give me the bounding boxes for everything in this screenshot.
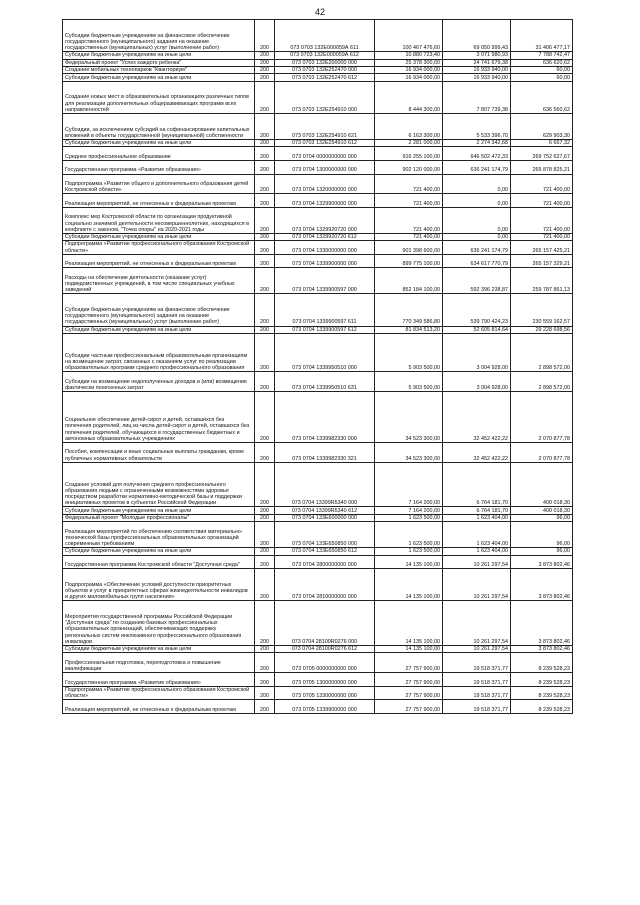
row-kbk: 073 0703 132Е000059А 611	[275, 20, 375, 52]
row-kbk: 073 0704 1329900000 000	[275, 194, 375, 208]
row-executed: 24 741 679,38	[443, 59, 511, 66]
row-name: Профессиональная подготовка, переподготовка и повышение квалификации	[63, 653, 255, 673]
row-code: 200	[255, 147, 275, 161]
table-row	[63, 147, 573, 161]
row-name: Субсидии бюджетным учреждениям на иные цели	[63, 507, 255, 514]
row-name: Комплекс мер Костромской области по организации продуктивной социально значимой деятельности несовершеннолетних, находящихся в конфликте с законом, "Точка опоры" на 2020-2021 годы	[63, 207, 255, 233]
row-executed: 0,00	[443, 233, 511, 240]
row-code: 200	[255, 392, 275, 443]
row-approved: 721 400,00	[375, 194, 443, 208]
row-executed: 636 241 174,79	[443, 241, 511, 255]
row-unexecuted: 265 878 825,21	[511, 160, 573, 174]
row-kbk: 073 0704 133E650850 000	[275, 522, 375, 548]
table-row	[63, 81, 573, 113]
table-row	[63, 555, 573, 569]
row-unexecuted: 2 898 572,00	[511, 334, 573, 372]
row-approved: 27 757 900,00	[375, 673, 443, 687]
row-approved: 901 398 600,00	[375, 241, 443, 255]
row-approved: 8 444 300,00	[375, 81, 443, 113]
row-approved: 1 623 500,00	[375, 548, 443, 555]
row-code: 200	[255, 686, 275, 700]
row-executed: 3 004 928,00	[443, 372, 511, 392]
row-executed: 636 241 174,79	[443, 160, 511, 174]
row-name: Государственная программа «Развитие образования»	[63, 160, 255, 174]
row-executed: 69 050 999,43	[443, 20, 511, 52]
row-unexecuted: 721 400,00	[511, 207, 573, 233]
table-row	[63, 372, 573, 392]
row-code: 200	[255, 74, 275, 81]
row-unexecuted: 3 873 802,46	[511, 555, 573, 569]
row-unexecuted: 3 873 802,46	[511, 645, 573, 652]
row-name: Субсидии бюджетным учреждениям на иные цели	[63, 548, 255, 555]
table-row	[63, 514, 573, 521]
row-code: 200	[255, 20, 275, 52]
table-row	[63, 207, 573, 233]
table-row	[63, 601, 573, 646]
row-approved: 5 903 500,00	[375, 334, 443, 372]
row-code: 200	[255, 601, 275, 646]
row-code: 200	[255, 160, 275, 174]
row-executed: 52 605 814,64	[443, 326, 511, 333]
row-kbk: 073 0704 1330000000 000	[275, 241, 375, 255]
row-kbk: 073 0704 1339900597 611	[275, 294, 375, 326]
row-approved: 34 523 300,00	[375, 443, 443, 463]
row-kbk: 073 0705 1330000000 000	[275, 686, 375, 700]
row-name: Субсидии, за исключением субсидий на софинансирование капитальных вложений в объекты государственной (муниципальной) собственности	[63, 113, 255, 139]
row-kbk: 073 0704 28100R0276 612	[275, 645, 375, 652]
table-row	[63, 20, 573, 52]
row-code: 200	[255, 334, 275, 372]
table-row	[63, 139, 573, 146]
row-code: 200	[255, 673, 275, 687]
row-unexecuted: 230 559 162,57	[511, 294, 573, 326]
row-unexecuted: 96,00	[511, 548, 573, 555]
row-approved: 27 757 900,00	[375, 700, 443, 714]
row-name: Подпрограмма «Развитие профессионального образования Костромской области»	[63, 241, 255, 255]
row-kbk: 073 0704 1339900000 000	[275, 254, 375, 268]
row-kbk: 073 0704 1339900597 000	[275, 268, 375, 294]
row-unexecuted: 8 239 528,23	[511, 673, 573, 687]
row-unexecuted: 2 898 572,00	[511, 372, 573, 392]
row-unexecuted: 636 560,62	[511, 81, 573, 113]
row-approved: 16 934 000,00	[375, 66, 443, 73]
row-name: Федеральный проект "Успех каждого ребенка"	[63, 59, 255, 66]
row-executed: 3 004 928,00	[443, 334, 511, 372]
table-row	[63, 74, 573, 81]
row-unexecuted: 7 788 742,47	[511, 52, 573, 59]
row-kbk: 073 0705 1339900000 000	[275, 700, 375, 714]
row-unexecuted: 265 157 425,21	[511, 241, 573, 255]
row-executed: 5 533 396,70	[443, 113, 511, 139]
row-unexecuted: 96,00	[511, 522, 573, 548]
row-name: Субсидии на возмещение недополученных доходов и (или) возмещение фактически понесенных затрат	[63, 372, 255, 392]
row-name: Субсидии частным профессиональным образовательным организациям на возмещение затрат, связанных с оказанием услуг по реализации образовательных программ среднего профессионального образования	[63, 334, 255, 372]
page-number: 42	[314, 7, 325, 17]
row-unexecuted: 60,00	[511, 74, 573, 81]
table-row	[63, 569, 573, 601]
row-name: Субсидии бюджетным учреждениям на иные цели	[63, 645, 255, 652]
row-executed: 10 261 297,54	[443, 645, 511, 652]
row-approved: 1 623 500,00	[375, 522, 443, 548]
row-approved: 34 523 300,00	[375, 392, 443, 443]
row-approved: 14 135 100,00	[375, 555, 443, 569]
row-kbk: 073 0703 132Е254910 621	[275, 113, 375, 139]
row-unexecuted: 269 752 627,67	[511, 147, 573, 161]
row-executed: 6 764 181,70	[443, 507, 511, 514]
table-row	[63, 294, 573, 326]
table-row	[63, 462, 573, 507]
row-executed: 19 518 371,77	[443, 700, 511, 714]
row-name: Реализация мероприятий по обеспечению соответствия материально-технической базы профессиональных образовательных организаций современным требованиям	[63, 522, 255, 548]
row-name: Среднее профессиональное образование	[63, 147, 255, 161]
row-name: Расходы на обеспечение деятельности (оказание услуг) подведомственных учреждений, в том числе специальных учебных заведений	[63, 268, 255, 294]
row-name: Подпрограмма «Развитие общего и дополнительного образования детей Костромской области»	[63, 174, 255, 194]
row-code: 200	[255, 174, 275, 194]
row-kbk: 073 0704 13399R5340 612	[275, 507, 375, 514]
row-unexecuted: 60,00	[511, 66, 573, 73]
row-name: Субсидии бюджетным учреждениям на иные цели	[63, 52, 255, 59]
row-code: 200	[255, 522, 275, 548]
row-name: Создание условий для получения среднего профессионального образования людьми с ограниченными возможностями здоровья посредством разработки нормативно-методической базы и поддержки инициативных проектов в субъектах Российской Федерации	[63, 462, 255, 507]
row-code: 200	[255, 113, 275, 139]
row-approved: 81 834 513,20	[375, 326, 443, 333]
row-code: 200	[255, 254, 275, 268]
table-row	[63, 548, 573, 555]
row-unexecuted: 29 228 698,56	[511, 326, 573, 333]
row-unexecuted: 2 070 877,78	[511, 443, 573, 463]
row-approved: 852 184 100,00	[375, 268, 443, 294]
row-code: 200	[255, 700, 275, 714]
row-name: Государственная программа «Развитие образования»	[63, 673, 255, 687]
row-kbk: 073 0704 1339950510 000	[275, 334, 375, 372]
table-row	[63, 66, 573, 73]
row-code: 200	[255, 59, 275, 66]
row-name: Пособия, компенсации и иные социальные выплаты гражданам, кроме публичных нормативных обязательств	[63, 443, 255, 463]
table-row	[63, 522, 573, 548]
row-code: 200	[255, 139, 275, 146]
row-code: 200	[255, 194, 275, 208]
row-kbk: 073 0704 2810000000 000	[275, 569, 375, 601]
table-row	[63, 268, 573, 294]
table-row	[63, 334, 573, 372]
row-approved: 899 775 100,00	[375, 254, 443, 268]
table-row	[63, 52, 573, 59]
row-executed: 0,00	[443, 207, 511, 233]
row-approved: 2 281 000,00	[375, 139, 443, 146]
row-approved: 16 934 000,00	[375, 74, 443, 81]
row-code: 200	[255, 514, 275, 521]
row-approved: 916 255 100,00	[375, 147, 443, 161]
row-kbk: 073 0704 1329920720 612	[275, 233, 375, 240]
row-name: Создание мобильных технопарков "Кванториум"	[63, 66, 255, 73]
row-approved: 721 400,00	[375, 207, 443, 233]
row-kbk: 073 0704 0000000000 000	[275, 147, 375, 161]
row-unexecuted: 721 400,00	[511, 174, 573, 194]
table-row	[63, 233, 573, 240]
row-executed: 19 518 371,77	[443, 686, 511, 700]
row-executed: 32 452 422,22	[443, 443, 511, 463]
table-row	[63, 194, 573, 208]
row-approved: 5 903 500,00	[375, 372, 443, 392]
row-executed: 10 261 297,54	[443, 601, 511, 646]
table-row	[63, 686, 573, 700]
row-code: 200	[255, 507, 275, 514]
row-executed: 10 261 297,54	[443, 555, 511, 569]
table-row	[63, 160, 573, 174]
row-unexecuted: 8 239 528,23	[511, 686, 573, 700]
row-kbk: 073 0704 1339900597 612	[275, 326, 375, 333]
row-name: Субсидии бюджетным учреждениям на иные цели	[63, 74, 255, 81]
row-name: Субсидии бюджетным учреждениям на иные цели	[63, 233, 255, 240]
row-code: 200	[255, 548, 275, 555]
row-executed: 16 933 940,00	[443, 66, 511, 73]
row-approved: 7 164 200,00	[375, 507, 443, 514]
table-row	[63, 507, 573, 514]
row-unexecuted: 2 070 877,78	[511, 392, 573, 443]
table-row	[63, 174, 573, 194]
row-approved: 14 135 100,00	[375, 569, 443, 601]
row-name: Подпрограмма «Обеспечение условий доступности приоритетных объектов и услуг в приоритетных сферах жизнедеятельности инвалидов и других маломобильных групп населения»	[63, 569, 255, 601]
table-row	[63, 326, 573, 333]
row-code: 200	[255, 207, 275, 233]
table-row	[63, 254, 573, 268]
row-approved: 14 135 100,00	[375, 601, 443, 646]
table-row	[63, 700, 573, 714]
row-unexecuted: 721 400,00	[511, 194, 573, 208]
row-approved: 14 135 100,00	[375, 645, 443, 652]
row-executed: 7 807 739,38	[443, 81, 511, 113]
row-name: Реализация мероприятий, не отнесенных к федеральным проектам	[63, 254, 255, 268]
row-unexecuted: 265 157 329,21	[511, 254, 573, 268]
row-executed: 2 274 342,68	[443, 139, 511, 146]
row-approved: 27 757 900,00	[375, 686, 443, 700]
row-kbk: 073 0704 133E650850 612	[275, 548, 375, 555]
row-kbk: 073 0703 132Е000059А 612	[275, 52, 375, 59]
row-unexecuted: 629 903,30	[511, 113, 573, 139]
row-code: 200	[255, 645, 275, 652]
row-code: 200	[255, 326, 275, 333]
row-executed: 634 617 770,79	[443, 254, 511, 268]
row-executed: 6 764 181,70	[443, 462, 511, 507]
row-name: Субсидии бюджетным учреждениям на иные цели	[63, 326, 255, 333]
budget-table-body	[63, 20, 573, 714]
row-executed: 1 623 404,00	[443, 514, 511, 521]
row-name: Субсидии бюджетным учреждениям на иные цели	[63, 139, 255, 146]
row-approved: 902 120 000,00	[375, 160, 443, 174]
row-kbk: 073 0704 1300000000 000	[275, 160, 375, 174]
row-code: 200	[255, 555, 275, 569]
row-kbk: 073 0704 2800000000 000	[275, 555, 375, 569]
row-unexecuted: 8 239 528,23	[511, 700, 573, 714]
row-kbk: 073 0705 0000000000 000	[275, 653, 375, 673]
row-executed: 10 261 297,54	[443, 569, 511, 601]
row-executed: 19 518 371,77	[443, 673, 511, 687]
row-unexecuted: 3 873 802,46	[511, 601, 573, 646]
row-unexecuted: 31 406 477,17	[511, 20, 573, 52]
row-name: Реализация мероприятий, не отнесенных к федеральным проектам	[63, 700, 255, 714]
row-name: Подпрограмма «Развитие профессионального образования Костромской области»	[63, 686, 255, 700]
row-executed: 646 502 472,33	[443, 147, 511, 161]
table-row	[63, 443, 573, 463]
row-unexecuted: 259 787 861,13	[511, 268, 573, 294]
row-kbk: 073 0704 1339982330 000	[275, 392, 375, 443]
row-approved: 25 378 300,00	[375, 59, 443, 66]
row-approved: 1 623 500,00	[375, 514, 443, 521]
row-executed: 16 933 940,00	[443, 74, 511, 81]
row-name: Создание новых мест в образовательных организациях различных типов для реализации дополнительных общеразвивающих программ всех направленностей	[63, 81, 255, 113]
table-row	[63, 113, 573, 139]
row-unexecuted: 636 620,62	[511, 59, 573, 66]
row-executed: 1 623 404,00	[443, 548, 511, 555]
row-code: 200	[255, 372, 275, 392]
budget-table	[62, 19, 573, 714]
row-code: 200	[255, 569, 275, 601]
row-unexecuted: 721 400,00	[511, 233, 573, 240]
row-kbk: 073 0704 1329920720 000	[275, 207, 375, 233]
row-code: 200	[255, 294, 275, 326]
table-row	[63, 673, 573, 687]
table-row	[63, 59, 573, 66]
row-kbk: 073 0703 132Е254910 000	[275, 81, 375, 113]
row-executed: 539 790 424,23	[443, 294, 511, 326]
row-code: 200	[255, 268, 275, 294]
row-kbk: 073 0704 1320000000 000	[275, 174, 375, 194]
row-kbk: 073 0704 1339982330 321	[275, 443, 375, 463]
row-executed: 0,00	[443, 194, 511, 208]
row-unexecuted: 400 018,30	[511, 462, 573, 507]
row-kbk: 073 0705 1300000000 000	[275, 673, 375, 687]
row-approved: 27 757 900,00	[375, 653, 443, 673]
row-code: 200	[255, 653, 275, 673]
row-code: 200	[255, 462, 275, 507]
row-kbk: 073 0703 132Е252470 612	[275, 74, 375, 81]
row-name: Социальное обеспечение детей-сирот и детей, оставшихся без попечения родителей, лиц из числа детей-сирот и детей, оставшихся без попечения родителей, обучающихся в государственных бюджетных и автономных образовательных учреждениях	[63, 392, 255, 443]
row-unexecuted: 96,00	[511, 514, 573, 521]
row-name: Субсидии бюджетным учреждениям на финансовое обеспечение государственного (муниципального) задания на оказание государственных (муниципальных) услуг (выполнение работ)	[63, 294, 255, 326]
row-kbk: 073 0703 132Е254910 612	[275, 139, 375, 146]
row-name: Федеральный проект "Молодые профессионалы"	[63, 514, 255, 521]
table-row	[63, 392, 573, 443]
row-executed: 0,00	[443, 174, 511, 194]
row-executed: 19 518 371,77	[443, 653, 511, 673]
row-name: Реализация мероприятий, не отнесенных к федеральным проектам	[63, 194, 255, 208]
row-kbk: 073 0703 132Е252470 000	[275, 66, 375, 73]
row-approved: 6 163 300,00	[375, 113, 443, 139]
row-code: 200	[255, 443, 275, 463]
table-row	[63, 241, 573, 255]
row-kbk: 073 0704 13399R5340 000	[275, 462, 375, 507]
row-name: Субсидии бюджетным учреждениям на финансовое обеспечение государственного (муниципального) задания на оказание государственных (муниципальных) услуг (выполнение работ)	[63, 20, 255, 52]
row-code: 200	[255, 66, 275, 73]
row-approved: 721 400,00	[375, 233, 443, 240]
row-approved: 10 880 723,40	[375, 52, 443, 59]
row-approved: 7 164 200,00	[375, 462, 443, 507]
row-kbk: 073 0704 1339950510 631	[275, 372, 375, 392]
row-approved: 100 467 476,60	[375, 20, 443, 52]
row-executed: 32 452 422,22	[443, 392, 511, 443]
row-name: Государственная программа Костромской области "Доступная среда"	[63, 555, 255, 569]
table-row	[63, 645, 573, 652]
row-kbk: 073 0703 132Е200000 000	[275, 59, 375, 66]
row-unexecuted: 400 018,30	[511, 507, 573, 514]
row-executed: 592 396 238,87	[443, 268, 511, 294]
row-unexecuted: 3 873 802,46	[511, 569, 573, 601]
row-code: 200	[255, 81, 275, 113]
row-code: 200	[255, 52, 275, 59]
row-executed: 3 071 980,93	[443, 52, 511, 59]
row-unexecuted: 6 657,32	[511, 139, 573, 146]
row-code: 200	[255, 233, 275, 240]
row-kbk: 073 0704 133E600000 000	[275, 514, 375, 521]
row-code: 200	[255, 241, 275, 255]
row-approved: 770 349 586,80	[375, 294, 443, 326]
table-row	[63, 653, 573, 673]
row-name: Мероприятия государственной программы Российской Федерации "Доступная среда" по созданию базовых профессиональных образовательных организаций, обеспечивающих поддержку региональных систем инклюзивного профессионального образования инвалидов	[63, 601, 255, 646]
row-unexecuted: 8 239 528,23	[511, 653, 573, 673]
row-approved: 721 400,00	[375, 174, 443, 194]
row-kbk: 073 0704 28100R0276 000	[275, 601, 375, 646]
row-executed: 1 623 404,00	[443, 522, 511, 548]
